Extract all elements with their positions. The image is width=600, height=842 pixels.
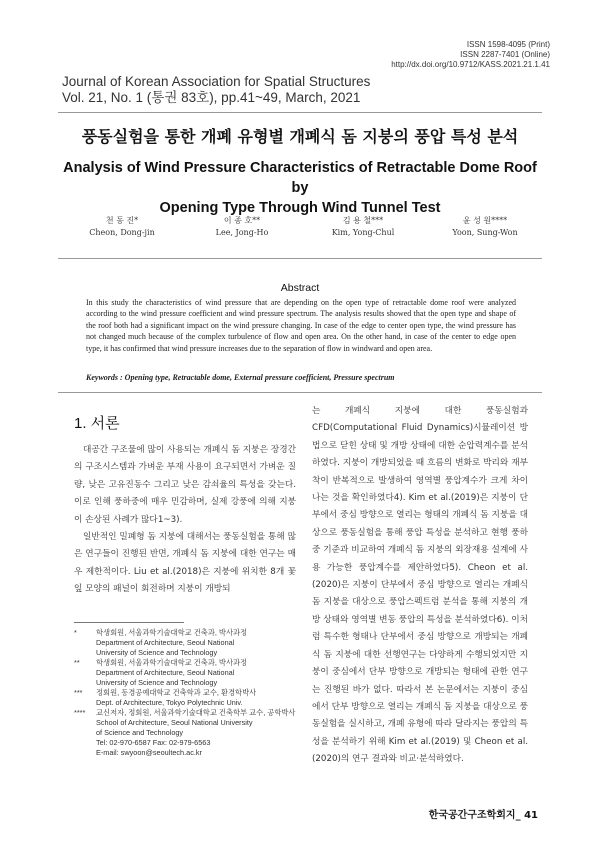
- footnote: [74, 628, 296, 658]
- author-name-en: Lee, Jong-Ho: [215, 228, 269, 237]
- doi-link[interactable]: http://dx.doi.org/10.9712/KASS.2021.21.1.41: [391, 60, 550, 69]
- abstract-text: In this study the characteristics of wind pressure that are depending on the open type of retractable dome roof were analyzed according to the wind pressure coefficient and wind pressure spectrum. The analysis results showed that the open type and shape of the roof both had a significant impact on the wind pressure changing. In case of the edge to center open type, the wind pressure has not changed much because of the complex turbulence of flow and open area. On the other hand, in case of the center to edge open type, it has confirmed that wind pressure increases due to the separation of flow in windward and open area.: [86, 298, 516, 353]
- author-4: [425, 215, 545, 239]
- author-name-kr: 윤 성 원****: [462, 216, 508, 225]
- author-name-en: Yoon, Sung-Won: [452, 228, 518, 237]
- footnote-rule: [74, 622, 184, 623]
- author-name-kr: 김 용 철***: [342, 216, 384, 225]
- footnote-line: School of Architecture, Seoul National University: [96, 718, 253, 727]
- footnote-line: 학생회원, 서울과학기술대학교 건축과, 박사과정: [96, 658, 248, 667]
- journal-header: [62, 74, 370, 106]
- page-footer: 한국공간구조학회지_ 41: [428, 810, 538, 821]
- title-english-line1: Analysis of Wind Pressure Characteristics of Retractable Dome Roof by: [63, 160, 537, 196]
- paragraph: 일반적인 밀폐형 돔 지붕에 대해서는 풍동실험을 통해 많은 연구들이 진행된 반면, 개폐식 돔 지붕에 대한 연구는 매우 제한적이다. Liu et al.(2018)은 지붕에 위치한 8개 꽃잎 모양의 패널이 회전하며 지붕이 개방되: [74, 532, 296, 595]
- right-column: [312, 403, 528, 769]
- footnote-mark: *: [74, 628, 77, 637]
- footnote-line: 교신저자, 정회원, 서울과학기술대학교 건축학부 교수, 공학박사: [96, 708, 296, 717]
- divider: [58, 392, 542, 393]
- paragraph: 대공간 구조물에 많이 사용되는 개폐식 돔 지붕은 장경간의 구조시스템과 가벼운 부재 사용이 요구되면서 가벼운 질량, 낮은 고유진동수 그리고 낮은 감쇠율의 특성을 갖는다. 이로 인해 풍하중에 매우 민감하며, 실제 강풍에 의해 지붕이 손상된 사례가 많다1~3).: [74, 445, 296, 525]
- left-column: [74, 442, 296, 599]
- footnote-line: Department of Architecture, Seoul National: [96, 638, 235, 647]
- footnote-line: University of Science and Technology: [96, 678, 218, 687]
- section-heading: 1. 서론: [74, 415, 120, 432]
- title-english: [60, 158, 540, 218]
- divider: [58, 112, 542, 113]
- author-name-kr: 이 종 호**: [223, 216, 261, 225]
- journal-volume: Vol. 21, No. 1 (통권 83호), pp.41~49, March, 2021: [62, 90, 361, 105]
- footnote: [74, 658, 296, 688]
- author-3: [303, 215, 423, 239]
- footnote-line: of Science and Technology: [96, 728, 184, 737]
- divider: [58, 258, 542, 259]
- issn-online: ISSN 2287-7401 (Online): [460, 50, 550, 59]
- footnote-email[interactable]: E-mail: swyoon@seoultech.ac.kr: [96, 748, 202, 757]
- footnote-line: 정회원, 동경공예대학교 건축학과 교수, 환경학박사: [96, 688, 257, 697]
- footnote-mark: ****: [74, 708, 86, 717]
- footnote-line: Dept. of Architecture, Tokyo Polytechnic Univ.: [96, 698, 243, 707]
- footnote: [74, 688, 296, 708]
- footnote-line: 학생회원, 서울과학기술대학교 건축과, 박사과정: [96, 628, 248, 637]
- paragraph: 는 개폐식 지붕에 대한 풍동실험과 CFD(Computational Fluid Dynamics)시뮬레이션 방법으로 닫힌 상태 및 개방 상태에 대한 순압력계수를 분석하였다. 지붕이 개방되었을 때 흐름의 변화로 박리와 재부착이 반복적으로 발생하여 영역별 풍압계수가 크게 차이나는 것을 확인하였다4). Kim et al.(2019)은 지붕이 단부에서 중심 방향으로 열리는 형태의 개폐식 돔 지붕을 대상으로 풍동실험을 통해 풍압 특성을 분석하고 현행 풍하중 기준과 비교하여 개폐식 돔 지붕의 외장재용 설계에 사용 가능한 풍압계수를 제안하였다5). Cheon et al.(2020)은 지붕이 단부에서 중심 방향으로 열리는 개폐식 돔 지붕을 대상으로 풍압스펙트럼 분석을 통해 지붕의 개방 상태와 영역별 변동 풍압의 특성을 분석하였다6). 이처럼 특수한 형태나 단부에서 중심 방향으로 개방되는 개폐식 돔 지붕에 대한 선행연구는 다양하게 수행되었지만 지붕이 중심에서 단부 방향으로 개방되는 형태에 관한 연구는 진행된 바가 없다. 따라서 본 논문에서는 지붕이 중심에서 단부 방향으로 열리는 개폐식 돔 지붕을 대상으로 풍동실험을 실시하고, 개폐 유형에 따라 달라지는 풍압의 특성을 분석하기 위해 Kim et al.(2019) 및 Cheon et al.(2020)의 연구 결과와 비교·분석하였다.: [312, 406, 528, 765]
- title-korean: 풍동실험을 통한 개폐 유형별 개폐식 돔 지붕의 풍압 특성 분석: [81, 127, 519, 146]
- author-name-en: Kim, Yong-Chul: [331, 228, 395, 237]
- author-1: [62, 215, 182, 239]
- footnotes: [74, 628, 296, 758]
- footnote-line: University of Science and Technology: [96, 648, 218, 657]
- author-2: [182, 215, 302, 239]
- footnote-line: Department of Architecture, Seoul National: [96, 668, 235, 677]
- title-english-line2: Opening Type Through Wind Tunnel Test: [159, 200, 441, 216]
- journal-name: Journal of Korean Association for Spatial Structures: [62, 74, 371, 89]
- footnote: [74, 708, 296, 758]
- footnote-mark: ***: [74, 688, 83, 697]
- author-name-en: Cheon, Dong-jin: [89, 228, 155, 237]
- keywords: Keywords : Opening type, Retractable dome, External pressure coefficient, Pressure spectrum: [86, 373, 395, 382]
- footnote-mark: **: [74, 658, 80, 667]
- issn-block: [391, 40, 550, 70]
- abstract-heading: Abstract: [280, 282, 320, 294]
- author-name-kr: 천 동 진*: [105, 216, 139, 225]
- issn-print: ISSN 1598-4095 (Print): [466, 40, 550, 49]
- footnote-line: Tel: 02-970-6587 Fax: 02-979-6563: [96, 738, 211, 747]
